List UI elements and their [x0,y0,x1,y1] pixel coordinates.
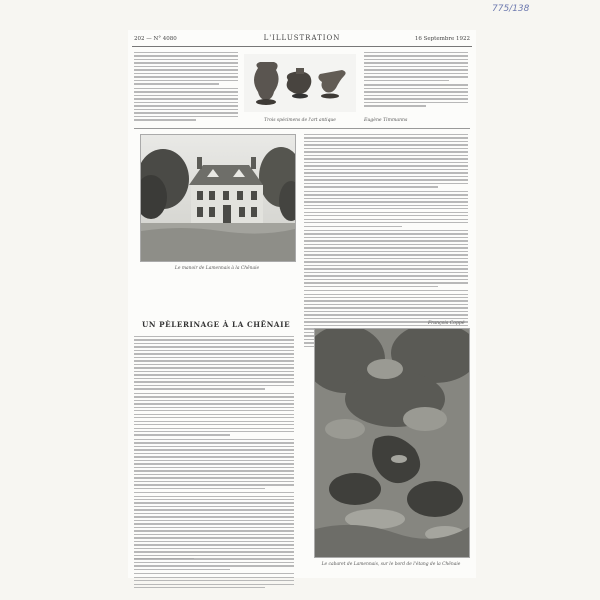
handwritten-reference: 775/138 [492,4,530,14]
pond-caption: Le cabaret de Lamennais, sur le bord de l'étang de la Chênaie [321,562,461,567]
article-title: UN PÈLERINAGE À LA CHÊNAIE [142,320,291,329]
article-signature: François Coppé [428,321,465,326]
article-body-left [134,336,294,591]
pond-photo [314,328,470,558]
issue-date: 16 Septembre 1922 [414,36,470,42]
publication-title: L'ILLUSTRATION [263,34,341,42]
top-left-text [134,52,238,123]
footnote [134,562,294,568]
pottery-caption: Trois spécimens de l'art antique [264,118,336,123]
section-divider [134,128,470,129]
article-body-right [304,134,468,349]
header-rule [132,46,472,47]
chateau-photo [140,134,296,262]
chateau-caption: Le manoir de Lamennais à la Chênaie [174,266,260,271]
magazine-page [128,30,476,578]
top-right-text [364,52,468,109]
page-number: 202 — N° 4080 [134,36,177,42]
footnote-rule [134,558,194,559]
pottery-credit: Eugène Timmanns [364,118,408,123]
pottery-photo [244,54,356,112]
running-head [128,34,476,46]
